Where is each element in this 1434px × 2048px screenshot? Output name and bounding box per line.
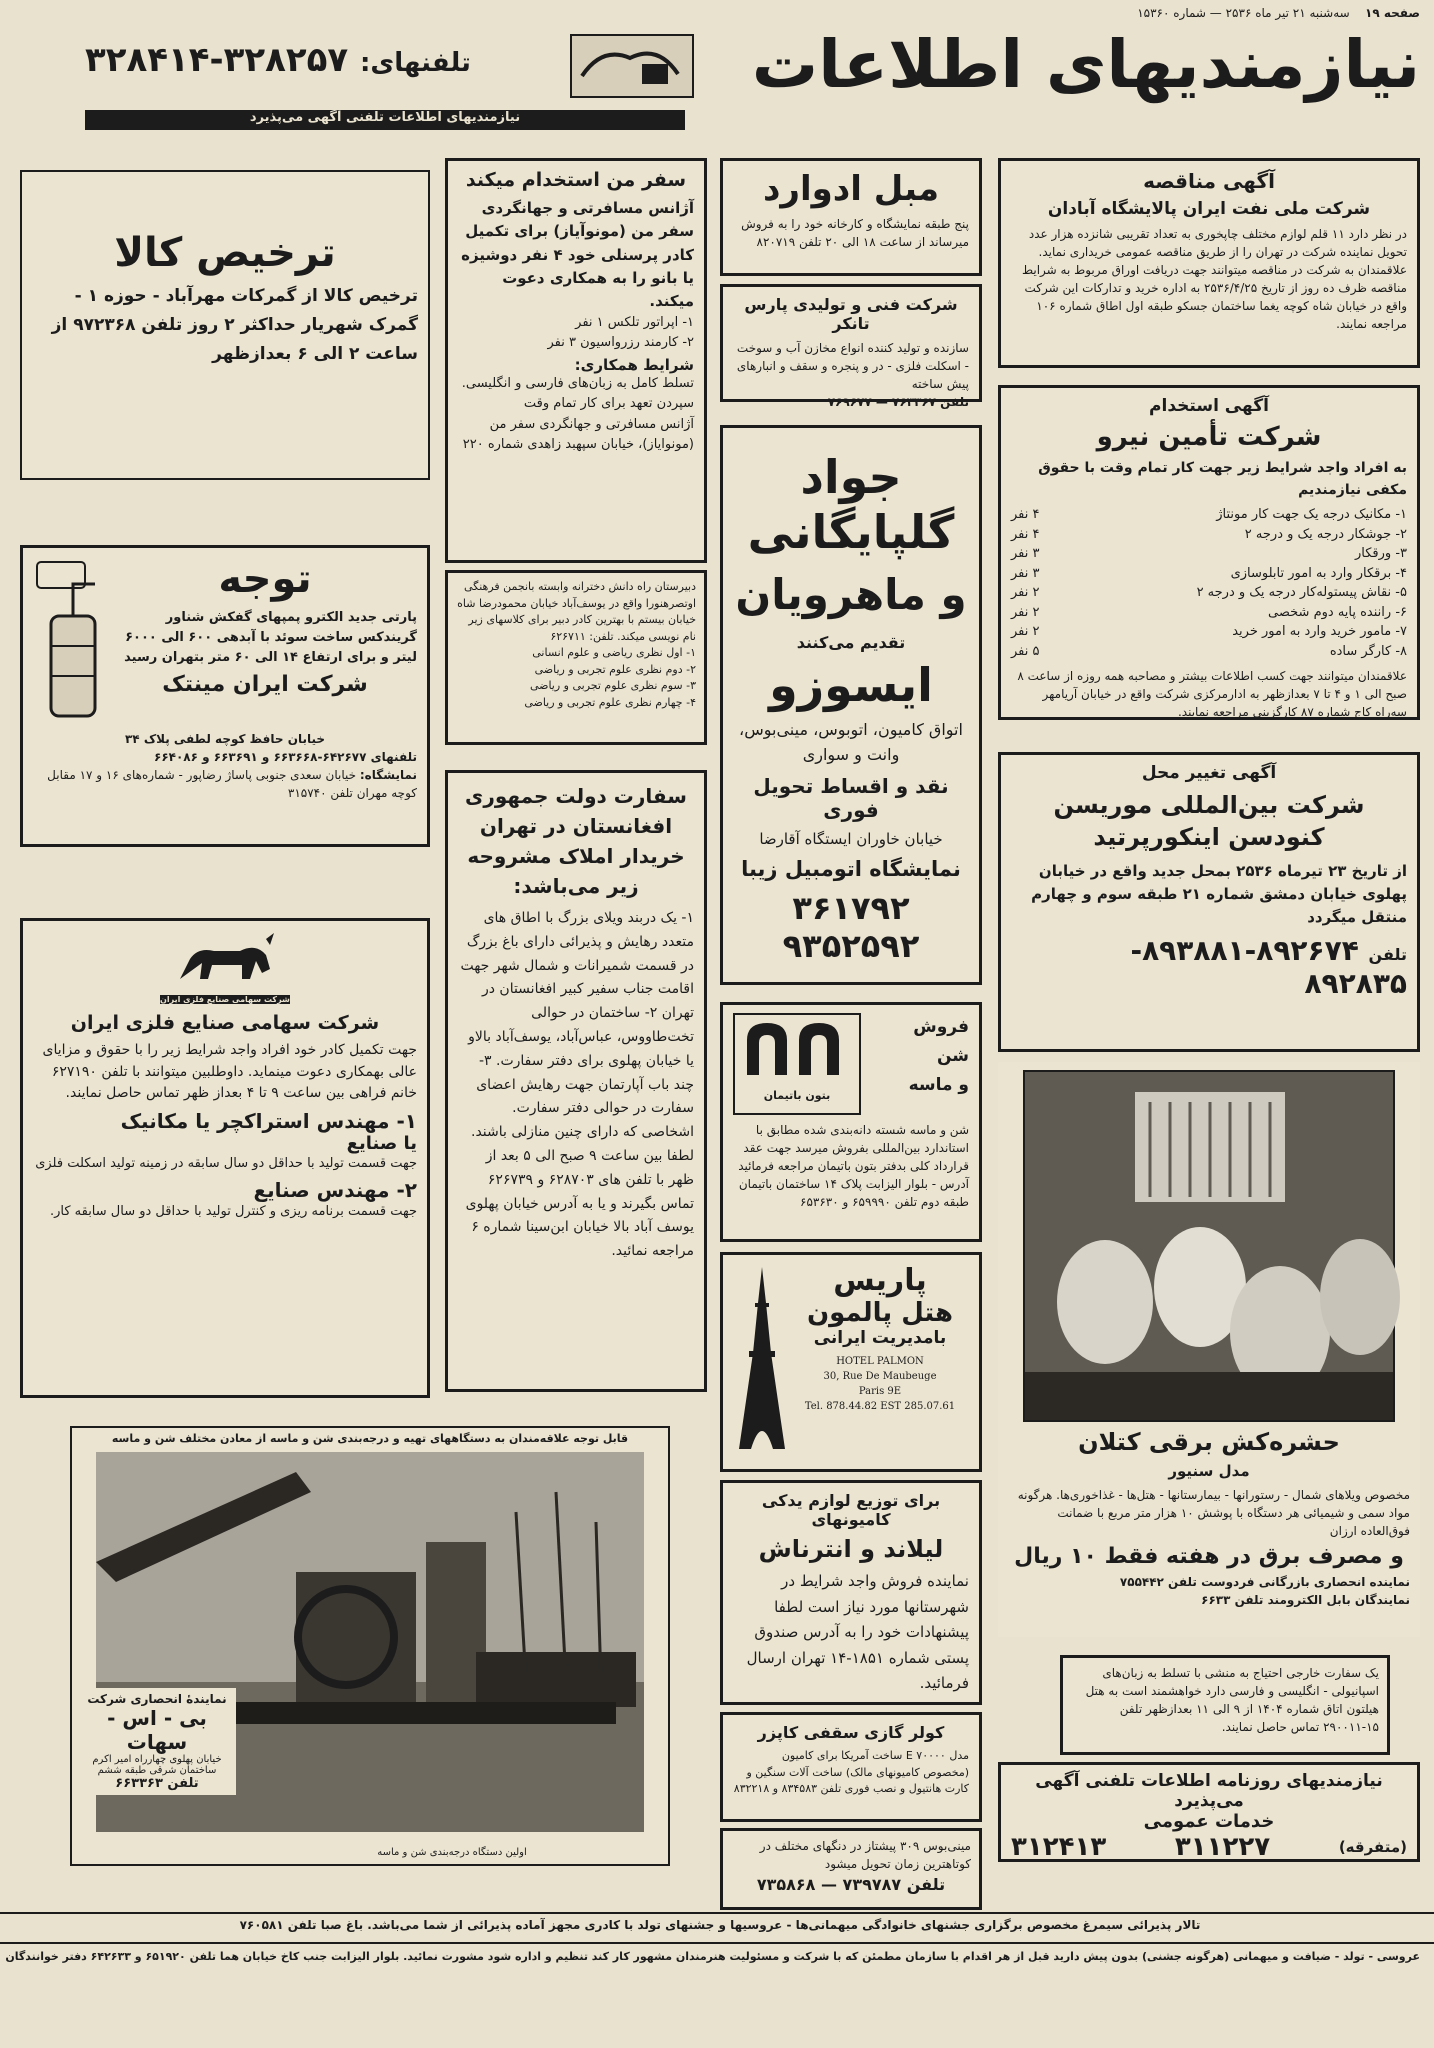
list-item: ۴- چهارم نظری علوم تجربی و ریاضی (524, 695, 696, 709)
school-body: دبیرستان راه دانش دخترانه وابسته بانجمن فرهنگی اوتصرهنورا واقع در یوسف‌آباد خیابان محمودرضا شاه خیابان بیستم با بهترین کادر دبیر برای کلاسهای زیر نام نویسی میکند. تلفن: ۶۲۶۷۱۱ (457, 580, 696, 643)
leyland-ad (720, 1480, 982, 1705)
catelan-model: مدل سنیور (1168, 1462, 1250, 1480)
attention-title: توجه (218, 556, 312, 602)
services-number-2: ۳۱۲۴۱۳ (1011, 1832, 1107, 1862)
services-numbers (1011, 1832, 1407, 1862)
pars-tanker-phone: تلفن ۷۶۳۳۶۷ — ۷۶۹۶۷۷ (827, 395, 969, 409)
job-count: ۴ نفر (1011, 526, 1040, 542)
services-line-3: (متفرقه) (1338, 1838, 1407, 1856)
safarman-title: سفر من استخدام میکند (465, 169, 687, 191)
batiman-logo-text: بتون باتیمان (763, 1089, 831, 1102)
palmon-latin-4: Tel. 878.44.82 EST 285.07.61 (804, 1401, 956, 1412)
dredger-ad (70, 1426, 670, 1866)
embassy-secretary-ad (1060, 1655, 1390, 1755)
sand-title-2: شن (936, 1045, 969, 1066)
palmon-latin (791, 1354, 969, 1414)
golpayegani-brand: ایسوزو (769, 658, 933, 713)
minibus-phone: تلفن ۷۳۹۷۸۷ — ۷۳۵۸۶۸ (756, 1875, 946, 1894)
attention-showroom-label: نمایشگاه: (359, 768, 417, 782)
catelan-ad (998, 1062, 1420, 1637)
palmon-texts (791, 1263, 969, 1457)
footer-rule-middle (0, 1942, 1434, 1944)
sand-ad (720, 1002, 982, 1242)
cooler-body: مدل E ۷۰۰۰۰ ساخت آمریکا برای کامیون (مخصوص کامیونهای مالک) ساخت آلات سنگین و کارت هانتیول و نصب فوری تلفن ۸۳۴۵۸۳ و ۸۳۲۲۱۸ (733, 1749, 969, 1795)
employment-intro: به افراد واجد شرایط زیر جهت کار تمام وقت با حقوق مکفی نیازمندیم (1038, 460, 1407, 498)
palmon-city: پاریس (833, 1263, 927, 1298)
customs-body: ترخیص کالا از گمرکات مهرآباد - حوزه ۱ - گمرک شهریار حداکثر ۲ روز تلفن ۹۷۲۳۶۸ از ساعت ۲ الی ۶ بعدازظهر (51, 286, 418, 364)
sand-header (733, 1013, 969, 1115)
employment-footer: علاقمندان میتوانند جهت کسب اطلاعات بیشتر و مصاحبه همه روزه از ساعت ۸ صبح الی ۱ و ۴ تا ۷ بعدازظهر به ادارمرکزی شرکت واقع در خیابان آریامهر سه‌راه کاج شماره ۸۷ کارگزینی مراجعه نمایند. (1017, 669, 1407, 720)
dredger-phone: تلفن ۶۶۳۳۶۳ (115, 1776, 199, 1791)
school-ad (445, 570, 707, 745)
palmon-hotel: هتل پالمون (806, 1298, 954, 1328)
tender-heading: آگهی مناقصه (1143, 169, 1275, 193)
safarman-footer: آژانس مسافرتی و جهانگردی سفر من (مونوایاز)، خیابان سپهبد زاهدی شماره ۲۲۰ (462, 416, 694, 452)
employment-ad (998, 385, 1420, 720)
tender-body: در نظر دارد ۱۱ قلم لوازم مختلف چاپخوری به تعداد تقریبی شانزده هزار عدد تحویل نماینده شرکت در تهران را از طریق مناقصه عمومی خریداری نماید. علاقمندان به شرکت در مناقصه میتوانند جهت دریافت اوراق مربوط به شرایط مناقصه ظرف ده روز از تاریخ ۲۵۳۶/۴/۲۵ به اداره خرید و تدارکات این شرکت واقع در خیابان شاه کوچه یغما ساختمان جسکو طبقه اول اطاق شماره ۱۰۶ مراجعه نمایند. (1021, 227, 1407, 331)
attention-company: شرکت ایران مینتک (162, 672, 368, 698)
embassy-secretary-body: یک سفارت خارجی احتیاج به منشی با تسلط به زبان‌های اسپانیولی - انگلیسی و فارسی دارد خواهشمند است به هتل هیلتون اتاق شماره ۱۴۰۴ از ۹ الی ۱۱ بعدازظهر تلفن ۱۵-۲۹۰۰۱۱ تماس حاصل نمایند. (1085, 1666, 1379, 1734)
golpayegani-terms: نقد و اقساط تحویل فوری (753, 773, 949, 822)
attention-texts (113, 556, 417, 730)
job-title: ۴- برقکار وارد به امور تابلوسازی (1230, 565, 1407, 581)
list-item: ۱- اپراتور تلکس ۱ نفر (575, 315, 694, 331)
footer-line-2: عروسی - تولد - ضیافت و میهمانی (هرگونه جشنی) بدون پیش دارید قبل از هر اقدام با سازمان مطمئن که با شرکت و مسئولیت هنرمندان مشهور کار کند تنظیم و اداره شود مشورت نمائید. بلوار الیزابت جنب کاخ خیابان هما تلفن ۶۵۱۹۲۰ و ۶۴۲۶۳۳ دفتر خوانندگان (5, 1950, 1420, 1963)
minibus-body: مینی‌بوس ۳۰۹ پیشتاز در دنگهای مختلف در کوتاهترین زمان تحویل میشود (759, 1839, 971, 1871)
golpayegani-name-1: جواد گلپایگانی (747, 450, 955, 560)
attention-showroom (33, 766, 417, 802)
palmon-latin-2: 30, Rue De Maubeuge (823, 1371, 937, 1382)
job-title: ۳- ورقکار (1355, 546, 1407, 562)
employment-list (1011, 505, 1407, 661)
relocation-company: شرکت بین‌المللی موریسن کنودسن اینکورپرتید (1053, 791, 1365, 852)
sand-title-1: فروش (913, 1017, 969, 1037)
attention-top (33, 556, 417, 730)
golpayegani-models: اتواق کامیون، اتوبوس، مینی‌بوس، وانت و سواری (739, 720, 963, 765)
dredger-photo-caption: اولین دستگاه درجه‌بندی شن و ماسه (377, 1847, 527, 1858)
job-count: ۵ نفر (1011, 643, 1040, 659)
palmon-layout (733, 1263, 969, 1457)
job-title: ۸- کارگر ساده (1329, 643, 1407, 659)
relocation-heading: آگهی تغییر محل (1141, 763, 1277, 783)
leyland-brand: لیلاند و انترناش (758, 1535, 944, 1563)
metal-job-1-desc: جهت قسمت تولید با حداقل دو سال سابقه در زمینه تولید اسکلت فلزی (35, 1156, 417, 1172)
sand-title-3: و ماسه (908, 1074, 969, 1095)
footer-rule-top (0, 1912, 1434, 1914)
job-title: ۲- جوشکار درجه یک و درجه ۲ (1244, 526, 1407, 542)
tender-company: شرکت ملی نفت ایران پالایشگاه آبادان (1047, 199, 1371, 219)
phone-numbers: ۳۲۸۲۵۷-۳۲۸۴۱۴ (85, 40, 349, 80)
job-count: ۳ نفر (1011, 546, 1040, 562)
metal-job-1b: یا صنایع (346, 1133, 417, 1155)
dredger-caption: قابل توجه علاقه‌مندان به دستگاههای تهیه و درجه‌بندی شن و ماسه از معادن مختلف شن و ماسه (111, 1432, 629, 1445)
services-line-2: خدمات عمومی (1143, 1811, 1275, 1832)
masthead-title: نیازمندیهای اطلاعات (751, 26, 1420, 103)
job-count: ۴ نفر (1011, 507, 1040, 523)
edward-ad (720, 158, 982, 276)
edward-body: پنج طبقه نمایشگاه و کارخانه خود را به فروش میرساند از ساعت ۱۸ الی ۲۰ تلفن ۸۲۰۷۱۹ (741, 217, 969, 249)
attention-address: خیابان حافظ کوچه لطفی پلاک ۳۴ (124, 732, 326, 746)
edward-title: مبل ادوارد (762, 169, 940, 209)
list-item (1011, 564, 1407, 584)
golpayegani-address: خیابان خاوران ایستگاه آقارضا (759, 829, 943, 848)
batiman-logo-icon (737, 1015, 857, 1085)
palmon-ad (720, 1252, 982, 1472)
metal-job-2: ۲- مهندس صنایع (253, 1178, 417, 1203)
services-ad (998, 1762, 1420, 1862)
job-count: ۳ نفر (1011, 565, 1040, 581)
list-item (1011, 505, 1407, 525)
catelan-cost: و مصرف برق در هفته فقط ۱۰ ریال (1014, 1544, 1404, 1569)
issue-date: سه‌شنبه ۲۱ تیر ماه ۲۵۳۶ — شماره ۱۵۳۶۰ (1137, 6, 1350, 20)
footer-line-1: تالار پذیرائی سیمرغ مخصوص برگزاری جشنهای خانوادگی میهمانی‌ها - عروسیها و جشنهای تولد با کادری مجهز آماده پذیرائی از شما می‌باشد. باغ صبا تلفن ۷۶۰۵۸۱ (239, 1918, 1201, 1932)
job-title: ۵- نقاش پیستوله‌کار درجه یک و درجه ۲ (1196, 585, 1407, 601)
relocation-phone-numbers-2: ۸۹۲۸۳۵ (1304, 966, 1407, 1000)
customs-title: ترخیص کالا (114, 230, 336, 276)
services-number-1: ۳۱۱۲۲۷ (1174, 1832, 1271, 1862)
metal-logo (160, 929, 290, 1004)
dredger-rep-2: بی - اس - سهات (107, 1706, 207, 1754)
page-label: صفحه ۱۹ (1365, 6, 1420, 20)
leyland-intro: برای توزیع لوازم یدکی کامیونهای (761, 1491, 941, 1529)
sand-body: شن و ماسه شسته دانه‌بندی شده مطابق با استاندارد بین‌المللی بفروش میرسد جهت عقد قرارداد کلی بدفتر بتون باتیمان مراجعه فرمائید آدرس - بلوار الیزابت پلاک ۱۴ ساختمان باتیمان طبقه دوم تلفن ۶۵۹۹۹۰ و ۶۵۳۶۳۰ (738, 1123, 969, 1209)
palmon-management: بامدیریت ایرانی (813, 1328, 947, 1348)
catelan-title: حشره‌کش برقی کتلان (1078, 1428, 1340, 1456)
attention-ad (20, 545, 430, 847)
relocation-phone-label: تلفن (1368, 944, 1407, 964)
list-item: ۳- سوم نظری علوم تجربی و ریاضی (529, 679, 696, 692)
customs-ad (20, 170, 430, 480)
job-count: ۲ نفر (1011, 624, 1040, 640)
list-item (1011, 622, 1407, 642)
metal-body: جهت تکمیل کادر خود افراد واجد شرایط زیر را با حقوق و مزایای عالی بهمکاری دعوت مینماید. داوطلبین میتوانند با تلفن ۶۲۷۱۹۰ خانم فراهی بین ساعت ۹ تا ۴ بعداز ظهر تماس حاصل نمایند. (42, 1042, 417, 1102)
pars-tanker-title: شرکت فنی و تولیدی پارس تانکر (744, 295, 958, 333)
phone-label: تلفنهای: (360, 48, 471, 78)
relocation-ad (998, 752, 1420, 1052)
masthead-subtitle: نیازمندیهای اطلاعات تلفنی آگهی می‌پذیرد (85, 110, 685, 130)
catelan-photo (1023, 1070, 1395, 1422)
afghan-embassy-ad (445, 770, 707, 1392)
palmon-latin-1: HOTEL PALMON (836, 1356, 924, 1367)
dredger-rep (78, 1688, 236, 1795)
golpayegani-ad (720, 425, 982, 985)
job-count: ۲ نفر (1011, 585, 1040, 601)
leyland-body: نماینده فروش واجد شرایط در شهرستانها مورد نیاز است لطفا پیشنهادات خود را به آدرس صندوق پستی شماره ۱۸۵۱-۱۴ تهران ارسال فرمائید. (746, 1572, 969, 1692)
metal-job-1: ۱- مهندس استراکچر یا مکانیک (120, 1109, 417, 1134)
list-item (1011, 642, 1407, 662)
cooler-ad (720, 1712, 982, 1822)
golpayegani-presents: تقدیم می‌کنند (796, 633, 906, 653)
metal-industries-ad (20, 918, 430, 1398)
attention-phones: تلفنهای ۶۴۲۶۷۷-۶۶۳۶۶۸ و ۶۶۳۶۹۱ و ۶۶۴۰۸۶ (154, 750, 417, 764)
palmon-latin-3: Paris 9E (858, 1386, 902, 1397)
dredger-rep-1: نمایندهٔ انحصاری شرکت (87, 1692, 227, 1706)
list-item: ۱- اول نظری ریاضی و علوم انسانی (532, 646, 696, 659)
dredger-rep-3: خیابان پهلوی چهارراه امیر اکرم ساختمان شرقی طبقه ششم (92, 1754, 222, 1776)
services-line-1: نیازمندیهای روزنامه اطلاعات تلفنی آگهی می‌پذیرد (1035, 1771, 1383, 1811)
pump-icon (33, 556, 113, 730)
lion-emblem-icon (170, 929, 280, 991)
job-title: ۷- مامور خرید وارد به امور خرید (1232, 624, 1407, 640)
afghan-title: سفارت دولت جمهوری افغانستان در تهران خریدار املاک مشروحه زیر می‌باشد: (465, 784, 687, 898)
job-title: ۱- مکانیک درجه یک جهت کار مونتاژ (1216, 507, 1407, 523)
minibus-ad (720, 1828, 982, 1910)
relocation-body: از تاریخ ۲۳ تیرماه ۲۵۳۶ بمحل جدید واقع در خیابان پهلوی خیابان دمشق شماره ۲۱ طبقه سوم و چهارم منتقل میگردد (1031, 861, 1407, 927)
metal-logo-text: شرکت سهامی صنایع فلزی ایران (160, 995, 290, 1004)
metal-company: شرکت سهامی صنایع فلزی ایران (70, 1012, 380, 1034)
safarman-ad (445, 158, 707, 563)
job-title: ۶- راننده پایه دوم شخصی (1268, 604, 1407, 620)
metal-job-2-desc: جهت قسمت برنامه ریزی و کنترل تولید با حداقل دو سال سابقه کار. (49, 1204, 417, 1220)
date-line (960, 6, 1420, 20)
attention-body: پارتی جدید الکترو پمپهای گفکش شناور گریندکس ساخت سوئد با آبدهی ۶۰۰ الی ۶۰۰۰ لیتر و برای ارتفاع ۱۴ الی ۶۰ متر بتهران رسید (124, 610, 417, 666)
job-count: ۲ نفر (1011, 604, 1040, 620)
list-item (1011, 525, 1407, 545)
cooler-title: کولر گازی سقفی کاپزر (757, 1723, 945, 1742)
sand-titles (909, 1013, 969, 1115)
batiman-logo (733, 1013, 861, 1115)
safarman-conditions: تسلط کامل به زبان‌های فارسی و انگلیسی. سپردن تعهد برای کار تمام وقت (461, 376, 694, 412)
list-item (1011, 544, 1407, 564)
employment-heading: آگهی استخدام (1149, 396, 1269, 416)
safarman-conditions-title: شرایط همکاری: (574, 356, 694, 375)
golpayegani-showroom: نمایشگاه اتومبیل زیبا (741, 857, 961, 882)
relocation-phones (1011, 934, 1407, 1000)
emblem-icon (570, 34, 694, 98)
eiffel-tower-icon (733, 1263, 791, 1457)
catelan-rep-2: نمایندگان بابل الکترومند تلفن ۶۶۳۳ (1201, 1593, 1410, 1607)
afghan-body: ۱- یک دربند ویلای بزرگ با اطاق های متعدد رهایش و پذیرائی دارای باغ بزرگ در قسمت شمیرانات و شمال شهر جهت اقامت جناب سفیر کبیر افغانستان در تهران ۲- ساختمان در حوالی تخت‌طاووس، عباس‌آباد، یوسف‌آباد بالاو یا خیابان پهلوی برای دفتر سفارت. ۳- چند باب آپارتمان جهت رهایش اعضای سفارت در حوالی دفتر سفارت. اشخاصی که دارای چنین منازلی باشند. لطفا بین ساعت ۹ صبح الی ۵ بعد از ظهر با تلفن های ۶۲۸۷۰۳ و ۶۲۶۷۳۹ تماس بگیرند و یا به آدرس خیابان پهلوی یوسف آباد بالا خیابان ابن‌سینا شماره ۶ مراجعه نمائید. (460, 910, 694, 1260)
pars-tanker-ad (720, 284, 982, 409)
list-item: ۲- دوم نظری علوم تجربی و ریاضی (534, 662, 696, 676)
masthead (75, 26, 1420, 136)
list-item (1011, 603, 1407, 623)
catelan-body: مخصوص ویلاهای شمال - رستورانها - بیمارستانها - هتل‌ها - غذاخوری‌ها. هرگونه مواد سمی و شیمیائی هر دستگاه با پوشش ۱۰ هزار متر مربع با ضمانت فوق‌العاده ارزان (1017, 1488, 1410, 1538)
golpayegani-name-2: و ماهرویان (735, 570, 967, 620)
catelan-rep: نماینده انحصاری بازرگانی فردوست تلفن ۷۵۵۴۴۲ (1119, 1575, 1410, 1589)
pars-tanker-body: سازنده و تولید کننده انواع مخازن آب و سوخت - اسکلت فلزی - در و پنجره و سقف و انبارهای پیش ساخته (736, 341, 969, 391)
tender-ad (998, 158, 1420, 368)
employment-company: شرکت تأمین نیرو (1096, 422, 1322, 452)
attention-showroom-text: خیابان سعدی جنوبی پاساژ رضاپور - شماره‌های ۱۶ و ۱۷ مقابل کوچه مهران تلفن ۳۱۵۷۴۰ (47, 768, 417, 800)
list-item: ۲- کارمند رزرواسیون ۳ نفر (547, 334, 694, 350)
relocation-phone-numbers: ۸۹۲۶۷۴-۸۹۳۸۸۱- (1130, 933, 1359, 967)
list-item (1011, 583, 1407, 603)
golpayegani-phones: ۳۶۱۷۹۲ ۹۳۵۲۵۹۲ (782, 889, 920, 966)
safarman-intro: آژانس مسافرتی و جهانگردی سفر من (مونوآیاز) برای تکمیل کادر پرسنلی خود ۴ نفر دوشیزه یا بانو را به همکاری دعوت میکند. (461, 199, 694, 310)
masthead-phones (85, 40, 471, 80)
